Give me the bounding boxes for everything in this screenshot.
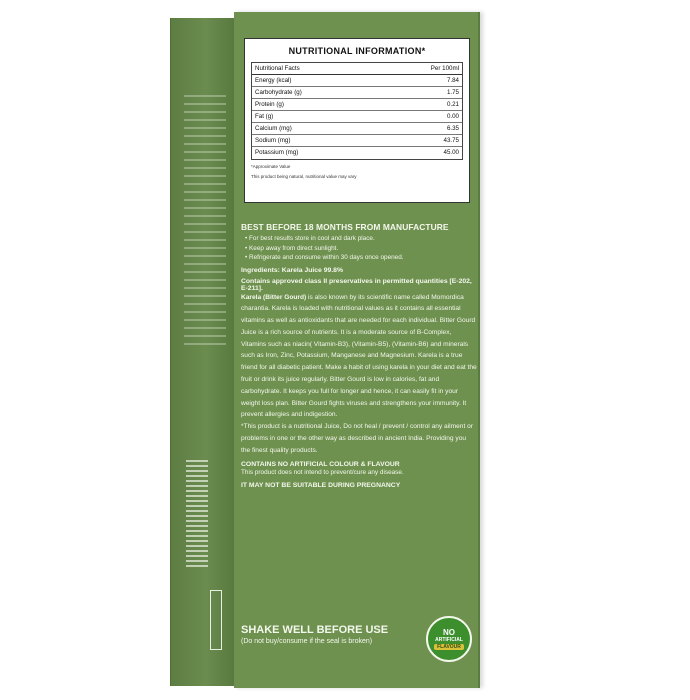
nutrition-row (252, 147, 462, 159)
nutrition-row (252, 123, 462, 135)
side-panel-badge (210, 590, 222, 650)
nutrition-note-approx: *Approximate Value (251, 164, 291, 169)
nutrition-row (252, 87, 462, 99)
disclaimer: *This product is a nutritional Juice, Do not heal / prevent / control any ailment or problems in one or the other way as described in ancient India. Providing you the finest quality products. (241, 423, 473, 454)
nutrition-value: 43.75 (443, 137, 459, 144)
nutrition-header-label: Nutritional Facts (255, 65, 300, 72)
nutrition-row (252, 135, 462, 147)
storage-bullet: • For best results store in cool and dark place. (245, 235, 375, 242)
nutrition-header-row (252, 63, 462, 75)
no-artificial-flavour-badge (426, 616, 472, 662)
best-before-title: BEST BEFORE 18 MONTHS FROM MANUFACTURE (241, 222, 449, 232)
nutrition-table (251, 62, 463, 160)
side-panel-text-lines (184, 95, 226, 365)
nutrition-label: Fat (g) (255, 113, 274, 120)
description-body: is also known by its scientific name called Momordica charantia. Karela is loaded with nutritional values as it contains all essential vitamins as well as antioxidants that are needed for each individual. Bitter Gourd Juice is a rich source of nutrients. It is a moderate source of B-Complex, Vitamins such as niacin( Vitamin-B3), (Vitamin-B5), (Vitamin-B6) and minerals such as Iron, Zinc, Potassium, Manganese and Magnesium. Karela is a true friend for all diabetic patient. Make a habit of using karela in your diet and eat the fruit or drink its juice regularly. Bitter Gourd is low in calories, fat and carbohydrate. It keeps you full for longer and hence, it can easily fit in your weight loss plan. Bitter Gourd fights viruses and strengthens your immunity. It prevent allergies and indigestion. (241, 293, 477, 419)
shake-instruction (241, 624, 388, 645)
nutrition-row (252, 111, 462, 123)
nutrition-label: Protein (g) (255, 101, 284, 108)
nutrition-label: Sodium (mg) (255, 137, 291, 144)
nutrition-value: 0.00 (446, 113, 459, 120)
preservatives: Contains approved class II preservatives in permitted quantities [E-202, E-211]. (241, 277, 472, 292)
nutrition-value: 45.00 (443, 149, 459, 156)
description (241, 292, 477, 422)
nutrition-label: Carbohydrate (g) (255, 89, 302, 96)
nutrition-value: 6.35 (446, 125, 459, 132)
storage-bullet: • Refrigerate and consume within 30 days once opened. (245, 254, 404, 261)
side-panel-barcode (186, 460, 208, 570)
no-cure-statement: This product does not intend to prevent/cure any disease. (241, 468, 404, 476)
nutrition-row (252, 99, 462, 111)
label-copy (241, 222, 477, 489)
shake-subtitle: (Do not buy/consume if the seal is broken) (241, 638, 373, 645)
ingredients: Ingredients: Karela Juice 99.8% (241, 266, 343, 274)
badge-line2: ARTIFICIAL (435, 636, 463, 643)
nutrition-label: Energy (kcal) (255, 77, 292, 84)
nutrition-header-value: Per 100ml (430, 65, 459, 72)
nutrition-title: NUTRITIONAL INFORMATION* (288, 46, 426, 56)
shake-title: SHAKE WELL BEFORE USE (241, 624, 389, 636)
pregnancy-warning: IT MAY NOT BE SUITABLE DURING PREGNANCY (241, 481, 401, 489)
nutrition-row (252, 75, 462, 87)
nutrition-value: 0.21 (446, 101, 459, 108)
description-lead: Karela (Bitter Gourd) (241, 293, 307, 301)
badge-line3: FLAVOUR (434, 644, 464, 650)
nutrition-value: 1.75 (446, 89, 459, 96)
badge-line1: NO (443, 627, 455, 637)
nutrition-note-natural: This product being natural, nutritional value may vary (251, 174, 357, 179)
nutrition-label: Potassium (mg) (255, 149, 299, 156)
no-artificial-statement: CONTAINS NO ARTIFICIAL COLOUR & FLAVOUR (241, 460, 400, 468)
storage-bullet: • Keep away from direct sunlight. (245, 244, 339, 252)
nutrition-value: 7.84 (446, 77, 459, 84)
nutrition-panel (244, 38, 470, 203)
nutrition-label: Calcium (mg) (255, 125, 292, 132)
